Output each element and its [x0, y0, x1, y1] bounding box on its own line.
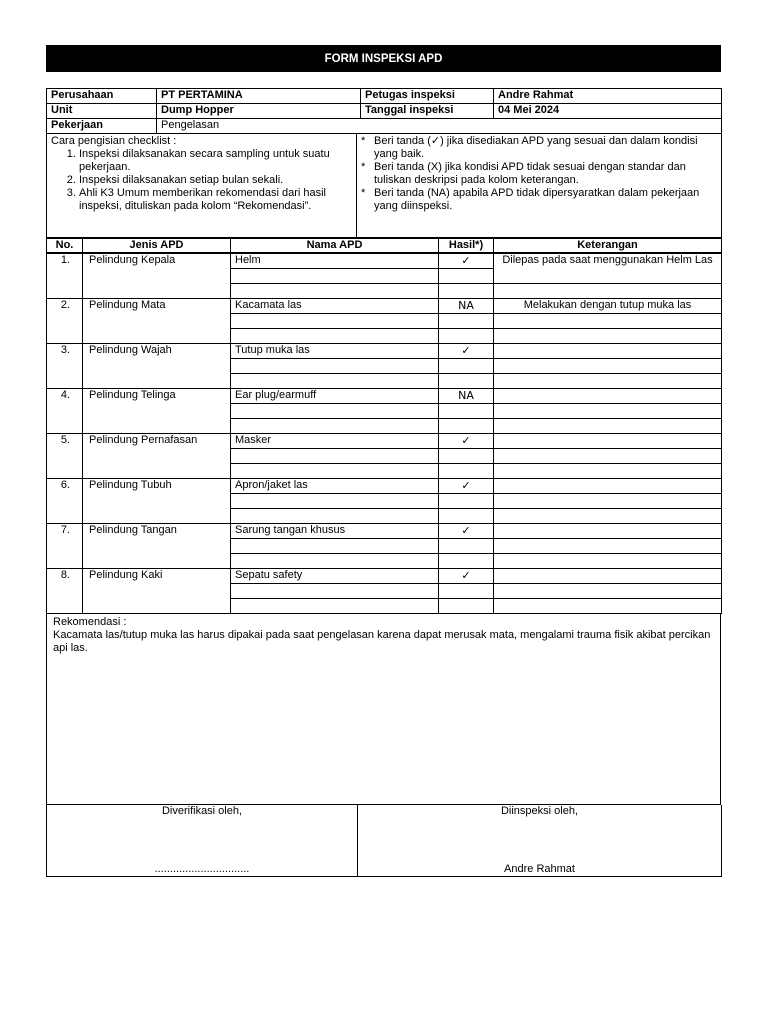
notes-cell [357, 134, 722, 238]
verified-label: Diverifikasi oleh, [161, 805, 243, 817]
hasil-blank [439, 554, 494, 569]
instruction-step: 1. Inspeksi dilaksanakan secara sampling untuk suatu pekerjaan. [79, 148, 352, 174]
hasil-blank [439, 284, 494, 299]
apd-rows [46, 253, 721, 614]
nama-apd-blank [231, 284, 439, 299]
nama-apd: Helm [231, 254, 439, 269]
jenis-apd: Pelindung Wajah [83, 344, 231, 389]
col-header-keterangan: Keterangan [494, 239, 722, 253]
keterangan-blank [494, 509, 722, 524]
hasil-mark: ✓ [439, 344, 494, 359]
hasil-blank [439, 449, 494, 464]
instructions-cell [47, 134, 357, 238]
nama-apd-blank [231, 359, 439, 374]
petugas-value: Andre Rahmat [494, 89, 722, 104]
hasil-blank [439, 509, 494, 524]
nama-apd-blank [231, 419, 439, 434]
nama-apd-blank [231, 464, 439, 479]
col-header-hasil: Hasil*) [439, 239, 494, 253]
table-row [47, 389, 722, 404]
inspected-cell [358, 805, 722, 877]
row-number: 3. [47, 344, 83, 389]
note-item: * Beri tanda (✓) jika disediakan APD yang sesuai dan dalam kondisi yang baik. [361, 135, 717, 161]
form-title: FORM INSPEKSI APD [46, 45, 721, 72]
keterangan-blank [494, 464, 722, 479]
signature-table [46, 805, 722, 877]
apd-table [46, 238, 722, 253]
verified-signature-line: ............................... [154, 863, 250, 875]
instructions-steps [51, 148, 352, 213]
instruction-step: 2. Inspeksi dilaksanakan setiap bulan sekali. [79, 174, 352, 187]
keterangan-blank [494, 599, 722, 614]
nama-apd-blank [231, 329, 439, 344]
table-row [47, 479, 722, 494]
keterangan-blank [494, 374, 722, 389]
hasil-blank [439, 419, 494, 434]
hasil-blank [439, 404, 494, 419]
row-number: 6. [47, 479, 83, 524]
jenis-apd: Pelindung Mata [83, 299, 231, 344]
nama-apd-blank [231, 599, 439, 614]
table-row [47, 524, 722, 539]
nama-apd-blank [231, 494, 439, 509]
keterangan-blank [494, 539, 722, 554]
hasil-mark: NA [439, 299, 494, 314]
nama-apd-blank [231, 269, 439, 284]
nama-apd: Kacamata las [231, 299, 439, 314]
table-row [47, 569, 722, 584]
rekomendasi-text: Kacamata las/tutup muka las harus dipakai pada saat pengelasan karena dapat merusak mata, mengalami trauma fisik akibat percikan api las. [53, 629, 711, 654]
table-row [47, 299, 722, 314]
hasil-blank [439, 359, 494, 374]
col-header-jenis: Jenis APD [83, 239, 231, 253]
hasil-mark: ✓ [439, 434, 494, 449]
nama-apd: Masker [231, 434, 439, 449]
hasil-blank [439, 329, 494, 344]
nama-apd: Apron/jaket las [231, 479, 439, 494]
table-row [47, 254, 722, 269]
hasil-blank [439, 464, 494, 479]
nama-apd: Tutup muka las [231, 344, 439, 359]
col-header-nama: Nama APD [231, 239, 439, 253]
keterangan [494, 389, 722, 404]
hasil-mark: ✓ [439, 479, 494, 494]
hasil-blank [439, 314, 494, 329]
instructions-heading: Cara pengisian checklist : [51, 135, 177, 147]
unit-label: Unit [47, 104, 157, 119]
keterangan: Dilepas pada saat menggunakan Helm Las [494, 254, 722, 284]
tanggal-value: 04 Mei 2024 [494, 104, 722, 119]
hasil-blank [439, 584, 494, 599]
nama-apd: Ear plug/earmuff [231, 389, 439, 404]
hasil-mark: NA [439, 389, 494, 404]
pekerjaan-value: Pengelasan [157, 119, 722, 134]
perusahaan-label: Perusahaan [47, 89, 157, 104]
jenis-apd: Pelindung Tubuh [83, 479, 231, 524]
nama-apd: Sarung tangan khusus [231, 524, 439, 539]
table-row [47, 344, 722, 359]
row-number: 2. [47, 299, 83, 344]
row-number: 8. [47, 569, 83, 614]
nama-apd: Sepatu safety [231, 569, 439, 584]
keterangan-blank [494, 494, 722, 509]
info-table [46, 88, 722, 134]
note-item: * Beri tanda (NA) apabila APD tidak dipersyaratkan dalam pekerjaan yang diinspeksi. [361, 187, 717, 213]
keterangan-blank [494, 404, 722, 419]
hasil-mark: ✓ [439, 524, 494, 539]
hasil-mark: ✓ [439, 569, 494, 584]
keterangan [494, 479, 722, 494]
jenis-apd: Pelindung Kaki [83, 569, 231, 614]
keterangan-blank [494, 314, 722, 329]
rekomendasi-table [46, 614, 721, 805]
keterangan-blank [494, 554, 722, 569]
keterangan [494, 569, 722, 584]
keterangan [494, 524, 722, 539]
verified-cell [47, 805, 358, 877]
rekomendasi-cell [47, 614, 721, 805]
row-number: 4. [47, 389, 83, 434]
row-number: 7. [47, 524, 83, 569]
nama-apd-blank [231, 509, 439, 524]
instruction-step: 3. Ahli K3 Umum memberikan rekomendasi dari hasil inspeksi, dituliskan pada kolom “Rekomendasi”. [79, 187, 352, 213]
tanggal-label: Tanggal inspeksi [361, 104, 494, 119]
petugas-label: Petugas inspeksi [361, 89, 494, 104]
inspected-label: Diinspeksi oleh, [500, 805, 579, 817]
perusahaan-value: PT PERTAMINA [157, 89, 361, 104]
nama-apd-blank [231, 374, 439, 389]
nama-apd-blank [231, 584, 439, 599]
instructions-table [46, 134, 722, 238]
hasil-mark: ✓ [439, 254, 494, 269]
nama-apd-blank [231, 314, 439, 329]
row-number: 5. [47, 434, 83, 479]
rekomendasi-label: Rekomendasi : [53, 616, 127, 628]
hasil-blank [439, 269, 494, 284]
hasil-blank [439, 374, 494, 389]
jenis-apd: Pelindung Telinga [83, 389, 231, 434]
keterangan [494, 344, 722, 359]
table-row [47, 434, 722, 449]
hasil-blank [439, 539, 494, 554]
hasil-blank [439, 494, 494, 509]
keterangan-blank [494, 284, 722, 299]
col-header-no: No. [47, 239, 83, 253]
nama-apd-blank [231, 554, 439, 569]
inspection-form [46, 45, 721, 877]
hasil-blank [439, 599, 494, 614]
table-header-row [47, 239, 722, 253]
jenis-apd: Pelindung Tangan [83, 524, 231, 569]
nama-apd-blank [231, 539, 439, 554]
row-number: 1. [47, 254, 83, 299]
jenis-apd: Pelindung Kepala [83, 254, 231, 299]
note-item: * Beri tanda (X) jika kondisi APD tidak sesuai dengan standar dan tuliskan deskripsi pada kolom keterangan. [361, 161, 717, 187]
nama-apd-blank [231, 449, 439, 464]
unit-value: Dump Hopper [157, 104, 361, 119]
notes-list [361, 135, 717, 213]
jenis-apd: Pelindung Pernafasan [83, 434, 231, 479]
keterangan: Melakukan dengan tutup muka las [494, 299, 722, 314]
inspected-name: Andre Rahmat [504, 863, 575, 875]
keterangan-blank [494, 359, 722, 374]
keterangan-blank [494, 419, 722, 434]
apd-rows-table [46, 253, 722, 614]
keterangan-blank [494, 449, 722, 464]
nama-apd-blank [231, 404, 439, 419]
keterangan [494, 434, 722, 449]
keterangan-blank [494, 329, 722, 344]
pekerjaan-label: Pekerjaan [47, 119, 157, 134]
keterangan-blank [494, 584, 722, 599]
